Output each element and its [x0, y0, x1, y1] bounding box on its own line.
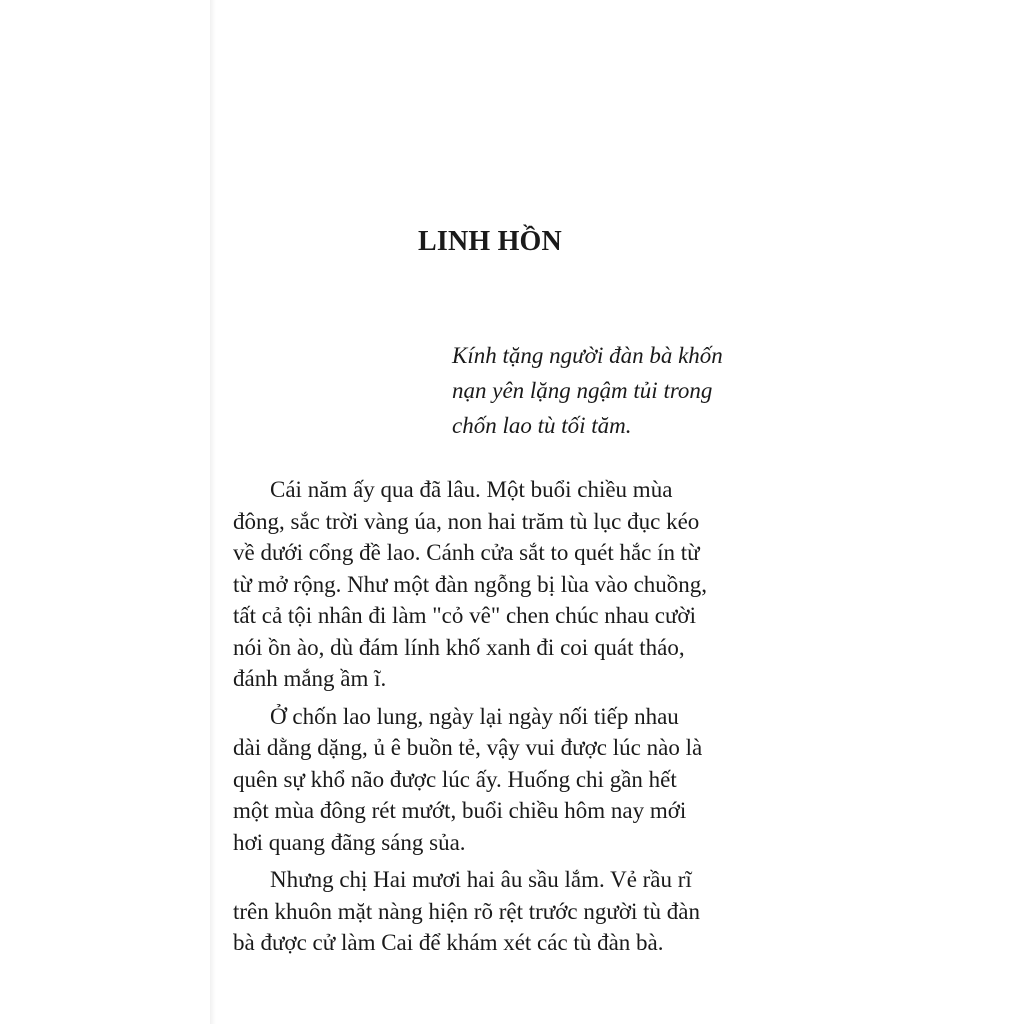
paragraph-line: Nhưng chị Hai mươi hai âu sầu lắm. Vẻ rầu rĩ: [270, 867, 692, 892]
dedication-line: Kính tặng người đàn bà khốn: [452, 343, 723, 368]
dedication: [452, 338, 752, 443]
paragraph-line: Cái năm ấy qua đã lâu. Một buổi chiều mùa: [270, 477, 673, 502]
page-spine-shadow: [210, 0, 216, 1024]
dedication-line: chốn lao tù tối tăm.: [452, 413, 632, 438]
paragraph: [233, 864, 735, 959]
paragraph: [233, 474, 735, 695]
paragraph: [233, 701, 735, 859]
paragraph-line: đông, sắc trời vàng úa, non hai trăm tù lục đục kéo: [233, 508, 700, 534]
paragraph-line: tất cả tội nhân đi làm "cỏ vê" chen chúc nhau cười: [233, 603, 696, 628]
paragraph-line: trên khuôn mặt nàng hiện rõ rệt trước người tù đàn: [233, 898, 700, 924]
paragraph-line: bà được cử làm Cai để khám xét các tù đàn bà.: [233, 930, 664, 955]
paragraph-line: đánh mắng ầm ĩ.: [233, 666, 387, 691]
paragraph-line: dài dằng dặng, ủ ê buồn tẻ, vậy vui được lúc nào là: [233, 735, 703, 760]
paragraph-line: quên sự khổ não được lúc ấy. Huống chi gần hết: [233, 766, 677, 792]
paragraph-line: từ mở rộng. Như một đàn ngỗng bị lùa vào chuồng,: [233, 571, 708, 597]
paragraph-line: một mùa đông rét mướt, buổi chiều hôm nay mới: [233, 798, 687, 823]
paragraph-line: về dưới cổng đề lao. Cánh cửa sắt to quét hắc ín từ: [233, 540, 700, 565]
paragraph-line: hơi quang đãng sáng sủa.: [233, 829, 466, 855]
chapter-title: LINH HỒN: [418, 226, 562, 257]
dedication-line: nạn yên lặng ngậm tủi trong: [452, 378, 713, 403]
paragraph-line: Ở chốn lao lung, ngày lại ngày nối tiếp nhau: [270, 703, 679, 729]
paragraph-line: nói ồn ào, dù đám lính khố xanh đi coi quát tháo,: [233, 634, 685, 660]
body-text: [233, 474, 735, 965]
